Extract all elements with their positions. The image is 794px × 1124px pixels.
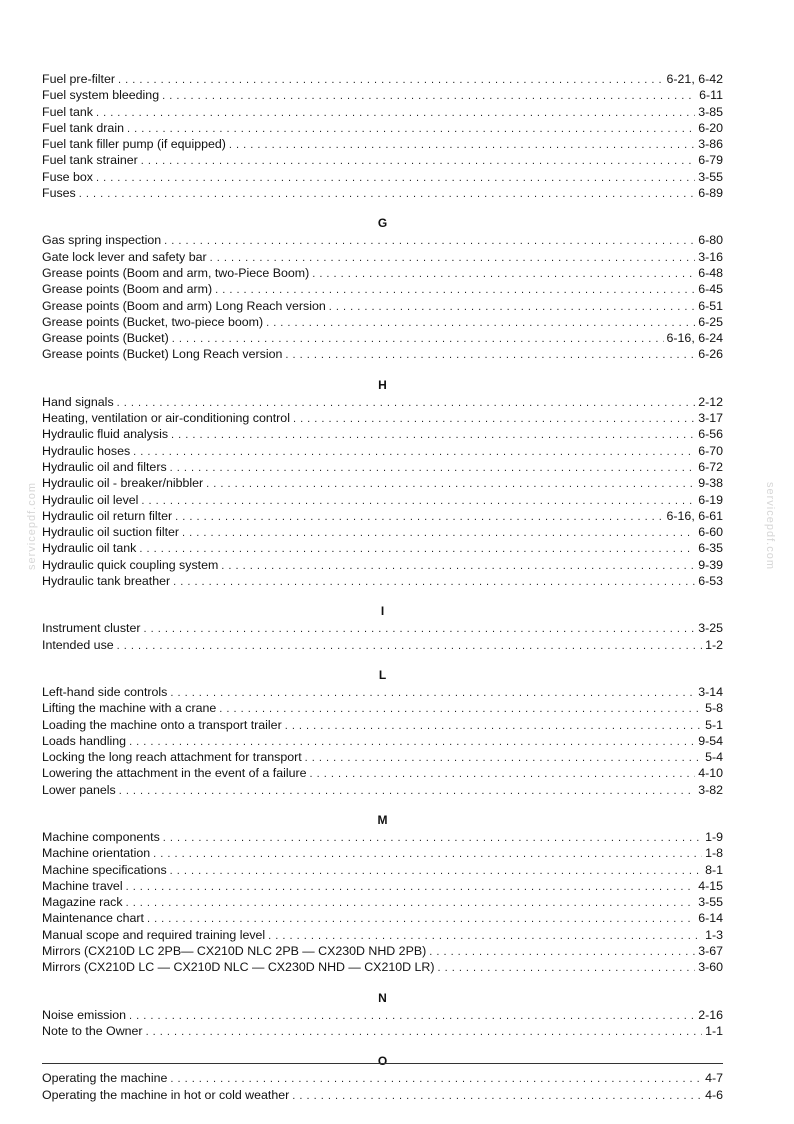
entry-title: Grease points (Boom and arm) [42, 282, 213, 297]
index-entry[interactable] [42, 960, 723, 976]
entry-title: Fuel tank filler pump (if equipped) [42, 137, 226, 152]
entry-pages: 6-70 [698, 443, 723, 458]
entry-pages: 6-14 [698, 911, 723, 926]
index-entry[interactable] [42, 685, 723, 701]
dot-leader [175, 510, 663, 525]
index-entry[interactable] [42, 476, 723, 492]
entry-title: Left-hand side controls [42, 684, 168, 699]
dot-leader [305, 751, 702, 766]
entry-title: Machine travel [42, 878, 123, 893]
index-entry[interactable] [42, 558, 723, 574]
dot-leader [170, 461, 696, 476]
entry-title: Grease points (Bucket) Long Reach version [42, 347, 283, 362]
entry-pages: 6-60 [698, 525, 723, 540]
dot-leader [129, 735, 695, 750]
entry-title: Heating, ventilation or air-conditioning control [42, 411, 290, 426]
entry-pages: 6-21, 6-42 [666, 72, 723, 86]
entry-pages: 3-60 [698, 960, 723, 975]
index-entry[interactable] [42, 1008, 723, 1024]
index-entry[interactable] [42, 830, 723, 846]
dot-leader [215, 283, 695, 298]
dot-leader [133, 445, 695, 460]
index-entry[interactable] [42, 701, 723, 717]
dot-leader [266, 316, 695, 331]
dot-leader [141, 494, 695, 509]
entry-title: Fuses [42, 186, 76, 201]
entry-title: Gas spring inspection [42, 233, 162, 248]
dot-leader [206, 477, 695, 492]
index-entry[interactable] [42, 121, 723, 137]
dot-leader [229, 138, 695, 153]
entry-title: Hydraulic hoses [42, 443, 131, 458]
entry-title: Magazine rack [42, 895, 123, 910]
entry-pages: 6-19 [698, 492, 723, 507]
dot-leader [285, 719, 702, 734]
entry-title: Loading the machine onto a transport trailer [42, 717, 282, 732]
entry-title: Hydraulic fluid analysis [42, 427, 169, 442]
entry-title: Loads handling [42, 733, 127, 748]
index-entry[interactable] [42, 783, 723, 799]
index-section [42, 72, 723, 202]
entry-title: Hydraulic quick coupling system [42, 557, 219, 572]
entry-title: Lowering the attachment in the event of a failure [42, 766, 307, 781]
entry-title: Fuel pre-filter [42, 72, 115, 86]
entry-pages: 3-67 [698, 944, 723, 959]
index-section [42, 604, 723, 654]
index-list [42, 72, 723, 1104]
dot-leader [153, 847, 702, 862]
entry-pages: 3-86 [698, 137, 723, 152]
index-entry[interactable] [42, 153, 723, 169]
entry-title: Grease points (Bucket, two-piece boom) [42, 314, 264, 329]
entry-pages: 6-53 [698, 574, 723, 589]
dot-leader [170, 864, 702, 879]
entry-title: Hydraulic oil level [42, 492, 139, 507]
index-entry[interactable] [42, 879, 723, 895]
entry-title: Fuel tank [42, 104, 93, 119]
dot-leader [146, 1025, 703, 1040]
section-letter: G [377, 216, 388, 231]
entry-title: Mirrors (CX210D LC — CX210D NLC — CX230D NHD — CX210D LR) [42, 960, 435, 975]
dot-leader [96, 171, 695, 186]
dot-leader [312, 267, 695, 282]
index-section [42, 216, 723, 363]
dot-leader [117, 639, 702, 654]
index-entry[interactable] [42, 299, 723, 315]
entry-pages: 6-51 [698, 298, 723, 313]
entry-pages: 2-12 [698, 394, 723, 409]
entry-title: Hydraulic oil tank [42, 541, 137, 556]
index-entry[interactable] [42, 846, 723, 862]
entry-title: Operating the machine [42, 1071, 168, 1086]
dot-leader [293, 412, 695, 427]
entry-pages: 6-56 [698, 427, 723, 442]
index-entry[interactable] [42, 621, 723, 637]
section-letter: M [377, 812, 388, 827]
dot-leader [126, 880, 696, 895]
dot-leader [147, 912, 695, 927]
dot-leader [221, 559, 695, 574]
entry-title: Maintenance chart [42, 911, 144, 926]
entry-title: Lifting the machine with a crane [42, 701, 217, 716]
index-entry[interactable] [42, 282, 723, 298]
entry-title: Intended use [42, 637, 114, 652]
dot-leader [164, 234, 695, 249]
entry-pages: 3-14 [698, 684, 723, 699]
entry-pages: 4-6 [705, 1087, 723, 1102]
dot-leader [96, 106, 695, 121]
section-letter: I [380, 604, 385, 619]
footer-rule [42, 1063, 723, 1064]
entry-title: Manual scope and required training level [42, 927, 266, 942]
entry-pages: 3-55 [698, 895, 723, 910]
index-entry[interactable] [42, 493, 723, 509]
index-entry[interactable] [42, 170, 723, 186]
entry-title: Lower panels [42, 782, 116, 797]
entry-pages: 6-45 [698, 282, 723, 297]
dot-leader [182, 526, 695, 541]
index-entry[interactable] [42, 250, 723, 266]
dot-leader [437, 961, 695, 976]
index-entry[interactable] [42, 734, 723, 750]
index-entry[interactable] [42, 411, 723, 427]
entry-pages: 3-16 [698, 249, 723, 264]
index-entry[interactable] [42, 895, 723, 911]
index-entry[interactable] [42, 766, 723, 782]
entry-pages: 6-79 [698, 153, 723, 168]
entry-title: Machine components [42, 829, 160, 844]
entry-title: Operating the machine in hot or cold weather [42, 1087, 290, 1102]
entry-pages: 6-16, 6-24 [666, 331, 723, 346]
dot-leader [143, 622, 695, 637]
index-entry[interactable] [42, 427, 723, 443]
entry-title: Gate lock lever and safety bar [42, 249, 207, 264]
entry-pages: 3-85 [698, 104, 723, 119]
index-entry[interactable] [42, 266, 723, 282]
index-entry[interactable] [42, 863, 723, 879]
index-entry[interactable] [42, 541, 723, 557]
dot-leader [119, 784, 695, 799]
entry-title: Fuel tank drain [42, 120, 124, 135]
entry-pages: 2-16 [698, 1007, 723, 1022]
entry-pages: 6-20 [698, 120, 723, 135]
entry-pages: 5-1 [705, 717, 723, 732]
dot-leader [429, 945, 695, 960]
entry-pages: 6-16, 6-61 [666, 508, 723, 523]
index-entry[interactable] [42, 1071, 723, 1087]
entry-pages: 9-38 [698, 476, 723, 491]
section-letter: O [377, 1054, 388, 1069]
index-entry[interactable] [42, 331, 723, 347]
index-entry[interactable] [42, 444, 723, 460]
entry-title: Hydraulic oil and filters [42, 459, 167, 474]
section-letter: L [378, 667, 387, 682]
dot-leader [139, 542, 695, 557]
dot-leader [79, 187, 695, 202]
entry-pages: 4-7 [705, 1071, 723, 1086]
entry-title: Hand signals [42, 394, 114, 409]
watermark-left: servicepdf.com [25, 482, 38, 570]
entry-pages: 6-11 [699, 88, 723, 103]
dot-leader [329, 300, 695, 315]
entry-title: Mirrors (CX210D LC 2PB— CX210D NLC 2PB — CX230D NHD 2PB) [42, 944, 427, 959]
dot-leader [285, 348, 695, 363]
section-letter: N [378, 990, 387, 1005]
entry-title: Note to the Owner [42, 1023, 143, 1038]
entry-pages: 1-3 [705, 927, 723, 942]
index-section [42, 378, 723, 591]
index-entry[interactable] [42, 911, 723, 927]
entry-pages: 3-82 [698, 782, 723, 797]
entry-title: Fuel tank strainer [42, 153, 138, 168]
entry-title: Grease points (Bucket) [42, 331, 169, 346]
entry-title: Instrument cluster [42, 621, 141, 636]
entry-pages: 1-2 [705, 637, 723, 652]
index-section [42, 1054, 723, 1104]
dot-leader [292, 1089, 702, 1104]
dot-leader [163, 831, 702, 846]
index-section [42, 668, 723, 799]
entry-title: Grease points (Boom and arm) Long Reach version [42, 298, 326, 313]
dot-leader [310, 767, 696, 782]
dot-leader [172, 332, 664, 347]
index-entry[interactable] [42, 718, 723, 734]
entry-pages: 9-54 [698, 733, 723, 748]
entry-title: Hydraulic oil suction filter [42, 525, 180, 540]
dot-leader [170, 1072, 702, 1087]
index-entry[interactable] [42, 509, 723, 525]
entry-title: Hydraulic oil - breaker/nibbler [42, 476, 204, 491]
entry-pages: 6-80 [698, 233, 723, 248]
entry-title: Locking the long reach attachment for transport [42, 750, 302, 765]
dot-leader [118, 73, 664, 88]
index-entry[interactable] [42, 72, 723, 88]
dot-leader [219, 702, 702, 717]
index-entry[interactable] [42, 928, 723, 944]
dot-leader [170, 686, 695, 701]
entry-pages: 6-48 [698, 265, 723, 280]
entry-title: Machine orientation [42, 846, 151, 861]
watermark-right: servicepdf.com [763, 482, 776, 570]
index-entry[interactable] [42, 525, 723, 541]
entry-pages: 6-25 [698, 314, 723, 329]
entry-pages: 8-1 [705, 862, 723, 877]
entry-title: Fuse box [42, 169, 93, 184]
index-entry[interactable] [42, 944, 723, 960]
entry-title: Hydraulic tank breather [42, 574, 171, 589]
index-section [42, 991, 723, 1041]
entry-pages: 6-26 [698, 347, 723, 362]
dot-leader [173, 575, 695, 590]
entry-pages: 3-17 [698, 411, 723, 426]
entry-pages: 3-55 [698, 169, 723, 184]
entry-pages: 9-39 [698, 557, 723, 572]
entry-pages: 6-89 [698, 186, 723, 201]
index-entry[interactable] [42, 395, 723, 411]
index-section [42, 813, 723, 977]
index-entry[interactable] [42, 233, 723, 249]
index-entry[interactable] [42, 750, 723, 766]
dot-leader [129, 1009, 695, 1024]
entry-title: Grease points (Boom and arm, two-Piece Boom) [42, 265, 310, 280]
dot-leader [141, 154, 695, 169]
index-entry[interactable] [42, 137, 723, 153]
index-entry[interactable] [42, 186, 723, 202]
entry-pages: 6-35 [698, 541, 723, 556]
entry-title: Machine specifications [42, 862, 167, 877]
dot-leader [126, 896, 696, 911]
entry-title: Fuel system bleeding [42, 88, 160, 103]
entry-pages: 1-1 [705, 1023, 723, 1038]
index-entry[interactable] [42, 1024, 723, 1040]
index-entry[interactable] [42, 347, 723, 363]
entry-pages: 1-8 [705, 846, 723, 861]
dot-leader [268, 929, 702, 944]
entry-pages: 6-72 [698, 459, 723, 474]
section-letter: H [378, 377, 387, 392]
index-entry[interactable] [42, 460, 723, 476]
index-entry[interactable] [42, 638, 723, 654]
dot-leader [127, 122, 695, 137]
dot-leader [171, 428, 695, 443]
index-entry[interactable] [42, 315, 723, 331]
entry-pages: 4-10 [698, 766, 723, 781]
entry-title: Hydraulic oil return filter [42, 508, 173, 523]
entry-pages: 5-8 [705, 701, 723, 716]
dot-leader [162, 89, 696, 104]
dot-leader [210, 251, 696, 266]
index-entry[interactable] [42, 574, 723, 590]
entry-title: Noise emission [42, 1007, 127, 1022]
index-entry[interactable] [42, 105, 723, 121]
entry-pages: 3-25 [698, 621, 723, 636]
index-entry[interactable] [42, 88, 723, 104]
entry-pages: 5-4 [705, 750, 723, 765]
index-entry[interactable] [42, 1088, 723, 1104]
entry-pages: 1-9 [705, 829, 723, 844]
dot-leader [117, 396, 696, 411]
entry-pages: 4-15 [698, 878, 723, 893]
